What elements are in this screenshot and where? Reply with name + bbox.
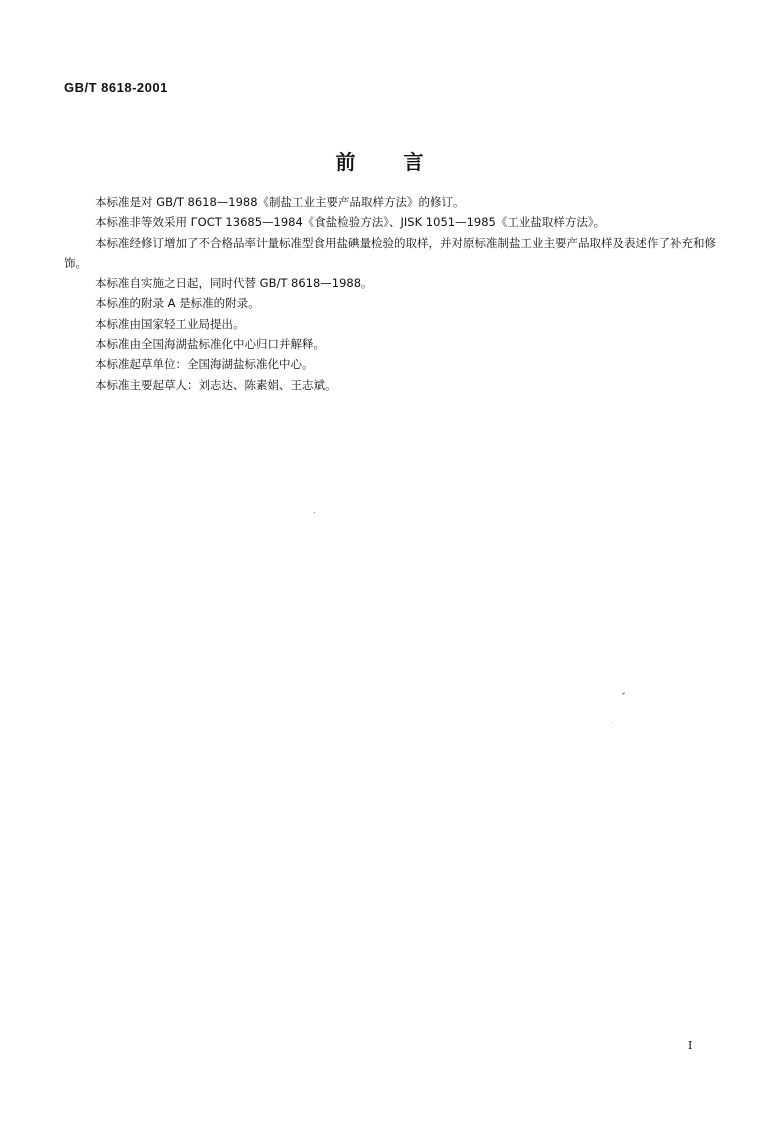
scan-speck	[611, 722, 612, 723]
paragraph-adoption: 本标准非等效采用 ГОСТ 13685—1984《食盐检验方法》、JISK 1051—1985《工业盐取样方法》。	[95, 215, 606, 230]
scan-speck	[622, 693, 625, 695]
paragraph-drafting-unit: 本标准起草单位：全国海湖盐标准化中心。	[95, 357, 314, 372]
paragraph-appendix: 本标准的附录 A 是标准的附录。	[95, 296, 260, 311]
paragraph-drafters: 本标准主要起草人：刘志达、陈素娟、王志斌。	[95, 377, 337, 392]
foreword-body	[64, 192, 728, 395]
paragraph-additions: 本标准经修订增加了不合格品率计量标准型食用盐碘量检验的取样，并对原标准制盐工业主要产品取样及表述作了补充和修饰。	[64, 235, 716, 270]
page-title: 前言	[335, 150, 472, 174]
paragraph-revision: 本标准是对 GB/T 8618—1988《制盐工业主要产品取样方法》的修订。	[95, 195, 465, 209]
scan-speck	[314, 512, 315, 513]
paragraph-proposer: 本标准由国家轻工业局提出。	[95, 316, 245, 331]
page-number: I	[688, 1039, 693, 1052]
paragraph-administrator: 本标准由全国海湖盐标准化中心归口并解释。	[95, 337, 325, 352]
standard-code-header: GB/T 8618-2001	[64, 80, 168, 95]
paragraph-effective-date: 本标准自实施之日起，同时代替 GB/T 8618—1988。	[95, 276, 373, 291]
